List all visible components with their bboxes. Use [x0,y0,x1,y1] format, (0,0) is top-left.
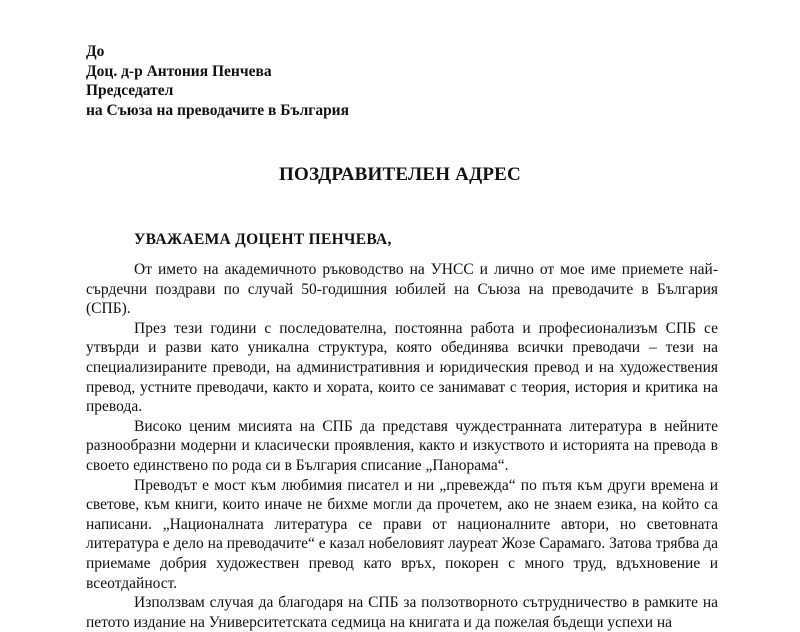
addressee-to: До [86,43,105,60]
addressee-organization: на Съюза на преводачите в България [86,101,350,119]
body-paragraph: Високо ценим мисията на СПБ да представя чуждестранната литература в нейните разнообразни модерни и класически проявления, както и изкуството и историята на превода в своето единствено по рода си в България списание „Панорама“. [86,417,718,474]
addressee-block [86,42,349,120]
addressee-position: Председател [86,82,174,100]
body-paragraph: От името на академичното ръководство на УНСС и лично от мое име приемете най-сърдечни поздрави по случай 50-годишния юбилей на Съюза на преводачите в България (СПБ). [86,261,718,318]
letter-body [86,260,718,632]
body-paragraph: През тези години с последователна, постоянна работа и професионализъм СПБ се утвърди и разви като уникална структура, която обединява всички преводачи – тези на специализираните преводи, на административния и юридическия превод и на художествения превод, устните преводачи, както и хората, които се занимават с теория, история и критика на превода. [86,319,718,416]
salutation: УВАЖАЕМА ДОЦЕНТ ПЕНЧЕВА, [134,231,392,248]
body-paragraph: Преводът е мост към любимия писател и ни „превежда“ по пътя към други времена и светове, към книги, които иначе не бихме могли да прочетем, ако не знаем езика, на който са написани. „Националната литература се прави от националните автори, но световната литература е дело на преводачите“ е казал нобеловият лауреат Жозе Сарамаго. Затова трябва да приемаме добрия художествен превод като връх, покорен с много труд, вдъхновение и всеотдайност. [86,476,718,592]
addressee-name: Доц. д-р Антония Пенчева [86,62,272,80]
body-paragraph: Използвам случая да благодаря на СПБ за ползотворното сътрудничество в рамките на петото издание на Университетската седмица на книгата и да пожелая бъдещи успехи на [86,594,718,631]
document-title: ПОЗДРАВИТЕЛЕН АДРЕС [279,164,521,185]
